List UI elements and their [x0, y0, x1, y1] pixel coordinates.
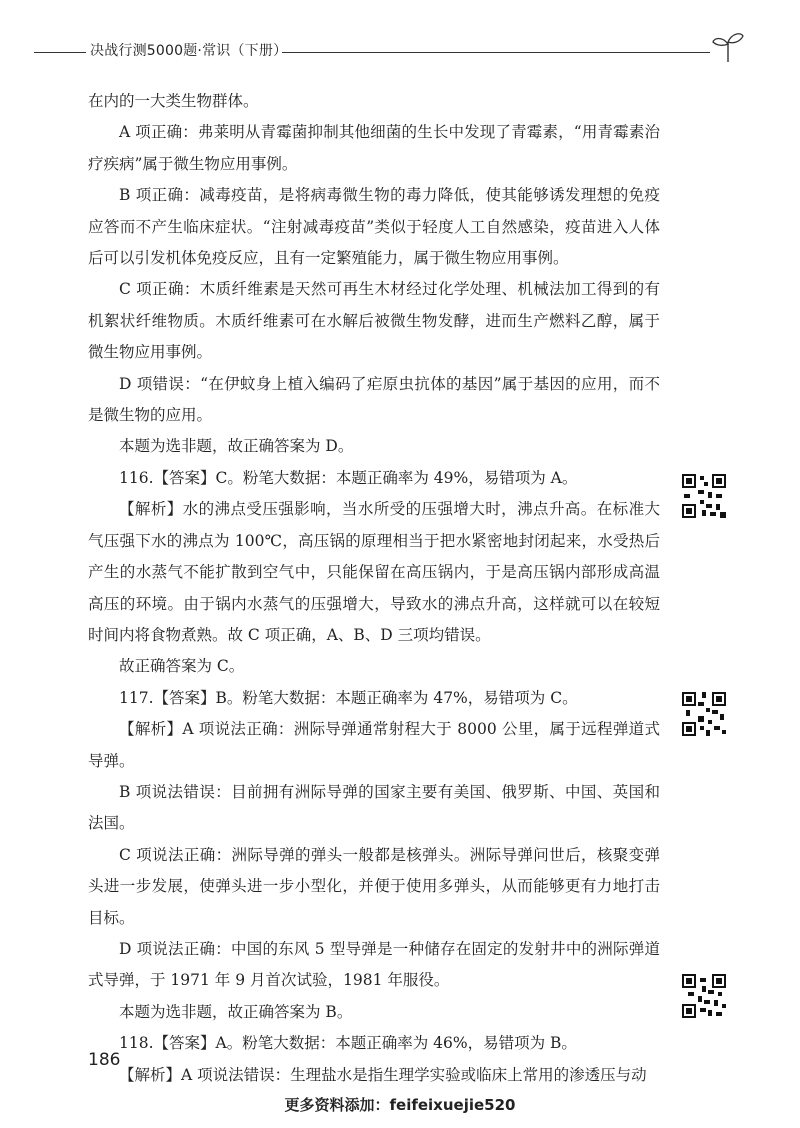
qr-code-icon[interactable] — [680, 690, 728, 738]
analysis-116: 【解析】水的沸点受压强影响，当水所受的压强增大时，沸点升高。在标准大气压强下水的沸点为 100℃，高压锅的原理相当于把水紧密地封闭起来，水受热后产生的水蒸气不能扩散到空气中，只能保留在高压锅内，于是高压锅内部形成高温高压的环境。由于锅内水蒸气的压强增大，导致水的沸点升高，这样就可以在较短时间内将食物煮熟。故 C 项正确，A、B、D 三项均错误。 — [88, 500, 660, 644]
answer-117: 117.【答案】B。粉笔大数据：本题正确率为 47%，易错项为 C。 — [119, 688, 578, 707]
footer-note: 更多资料添加：feifeixuejie520 — [284, 1096, 516, 1114]
paragraph-option-c: C 项正确：木质纤维素是天然可再生木材经过化学处理、机械法加工得到的有机絮状纤维物质。木质纤维素可在水解后被微生物发酵，进而生产燃料乙醇，属于微生物应用事例。 — [88, 280, 660, 362]
analysis-117-c: C 项说法正确：洲际导弹的弹头一般都是核弹头。洲际导弹问世后，核聚变弹头进一步发展，使弹头进一步小型化，并便于使用多弹头，从而能够更有力地打击目标。 — [88, 845, 660, 927]
paragraph-option-a: A 项正确：弗莱明从青霉菌抑制其他细菌的生长中发现了青霉素，“用青霉素治疗疾病”属于微生物应用事例。 — [88, 123, 660, 173]
qr-code-icon[interactable] — [680, 972, 728, 1020]
page-number: 186 — [88, 1050, 121, 1070]
answer-118: 118.【答案】A。粉笔大数据：本题正确率为 46%，易错项为 B。 — [119, 1034, 577, 1053]
paragraph-conclusion: 本题为选非题，故正确答案为 D。 — [119, 437, 354, 456]
paragraph-option-d: D 项错误：“在伊蚊身上植入编码了疟原虫抗体的基因”属于基因的应用，而不是微生物的应用。 — [88, 374, 660, 425]
header-rule-right — [282, 52, 710, 53]
analysis-118-a: 【解析】A 项说法错误：生理盐水是指生理学实验或临床上常用的渗透压与动 — [119, 1065, 647, 1084]
conclusion-117: 本题为选非题，故正确答案为 B。 — [119, 1002, 353, 1021]
sprout-icon — [708, 28, 748, 64]
analysis-117-d: D 项说法正确：中国的东风 5 型导弹是一种储存在固定的发射井中的洲际弹道式导弹，于 1971 年 9 月首次试验，1981 年服役。 — [88, 939, 660, 990]
paragraph-continuation: 在内的一大类生物群体。 — [88, 92, 259, 110]
paragraph-option-b: B 项正确：减毒疫苗，是将病毒微生物的毒力降低，使其能够诱发理想的免疫应答而不产生临床症状。“注射减毒疫苗”类似于轻度人工自然感染，疫苗进入人体后可以引发机体免疫反应，且有一定繁殖能力，属于微生物应用事例。 — [88, 186, 660, 268]
answer-116: 116.【答案】C。粉笔大数据：本题正确率为 49%，易错项为 A。 — [119, 468, 578, 487]
conclusion-116: 故正确答案为 C。 — [119, 657, 245, 676]
analysis-117-b: B 项说法错误：目前拥有洲际导弹的国家主要有美国、俄罗斯、中国、英国和法国。 — [88, 782, 660, 833]
page-body — [88, 86, 660, 1091]
header-rule-left — [34, 52, 86, 53]
analysis-117-a: 【解析】A 项说法正确：洲际导弹通常射程大于 8000 公里，属于远程弹道式导弹。 — [88, 720, 660, 770]
running-header-title: 决战行测5000题·常识（下册） — [90, 43, 288, 59]
qr-code-icon[interactable] — [680, 472, 728, 520]
